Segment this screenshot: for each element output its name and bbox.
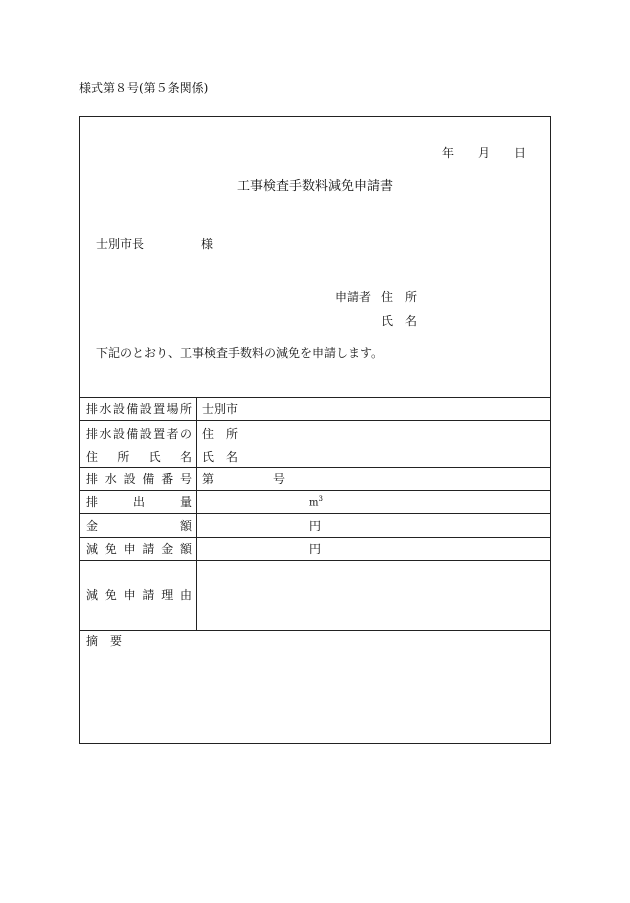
installer-name-label: 氏 名 <box>202 450 239 464</box>
row-label-reduction-amount: 減免申請金額 <box>86 542 192 556</box>
addressee-honorific: 様 <box>201 237 214 251</box>
row-divider <box>80 560 550 561</box>
row-value-location: 士別市 <box>202 402 239 416</box>
row-divider <box>80 630 550 631</box>
form-title: 工事検査手数料減免申請書 <box>236 179 393 194</box>
date-month: 月 <box>478 146 491 160</box>
amount-unit: 円 <box>309 519 322 533</box>
row-label-reason: 減免申請理由 <box>86 588 192 602</box>
row-label-installer-line2: 住所氏名 <box>86 450 192 464</box>
addressee-name: 士別市長 <box>96 237 145 251</box>
statement: 下記のとおり、工事検査手数料の減免を申請します。 <box>96 346 384 360</box>
applicant-name-label: 氏 名 <box>381 314 418 328</box>
row-label-location: 排水設備設置場所 <box>86 402 192 416</box>
row-divider <box>80 420 550 421</box>
applicant-label: 申請者 <box>335 290 372 304</box>
number-suffix: 号 <box>273 472 286 486</box>
number-prefix: 第 <box>202 472 215 486</box>
table-top-line <box>80 397 550 398</box>
form-number: 様式第８号(第５条関係) <box>79 81 209 95</box>
row-divider <box>80 490 550 491</box>
row-divider <box>80 537 550 538</box>
reduction-amount-unit: 円 <box>309 542 322 556</box>
row-label-installer-line1: 排水設備設置者の <box>86 427 192 441</box>
row-divider <box>80 467 550 468</box>
label-column-divider <box>196 397 197 630</box>
application-form <box>79 116 551 744</box>
date-day: 日 <box>514 146 527 160</box>
applicant-address-label: 住 所 <box>381 290 418 304</box>
row-label-amount: 金額 <box>86 519 192 533</box>
date-year: 年 <box>442 146 455 160</box>
discharge-unit-superscript: 3 <box>318 495 323 503</box>
row-divider <box>80 513 550 514</box>
discharge-unit: $m^3$ <box>309 495 323 509</box>
row-label-discharge: 排出量 <box>86 495 192 509</box>
installer-address-label: 住 所 <box>202 427 239 441</box>
remarks-label: 摘 要 <box>86 634 123 648</box>
row-label-number: 排水設備番号 <box>86 472 192 486</box>
